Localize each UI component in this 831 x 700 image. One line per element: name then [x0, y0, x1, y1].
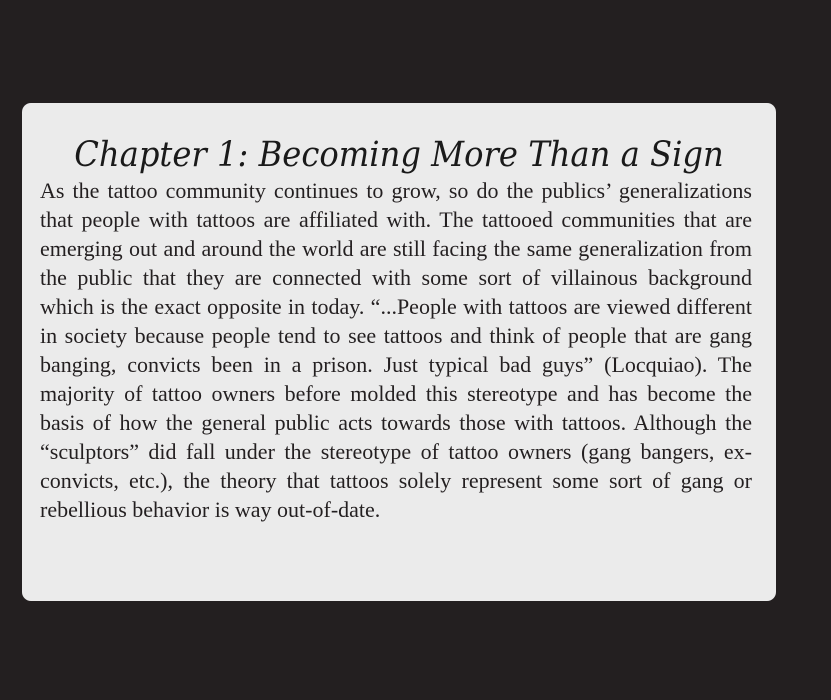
chapter-title: Chapter 1: Becoming More Than a Sign [74, 135, 724, 175]
body-paragraph: As the tattoo community continues to grow, so do the publics’ generalizations that people with tattoos are affiliated with. The tattooed communities that are emerging out and around the world are still facing the same generalization from the public that they are connected with some sort of villainous background which is the exact opposite in today. “...People with tattoos are viewed different in society because people tend to see tattoos and think of people that are gang banging, convicts been in a prison. Just typical bad guys” (Locquiao). The majority of tattoo owners before molded this stereotype and has become the basis of how the general public acts towards those with tattoos. Although the “sculptors” did fall under the stereotype of tattoo owners (gang bangers, ex-convicts, etc.), the theory that tattoos solely represent some sort of gang or rebellious behavior is way out-of-date. [40, 178, 752, 522]
text-card [22, 103, 776, 601]
